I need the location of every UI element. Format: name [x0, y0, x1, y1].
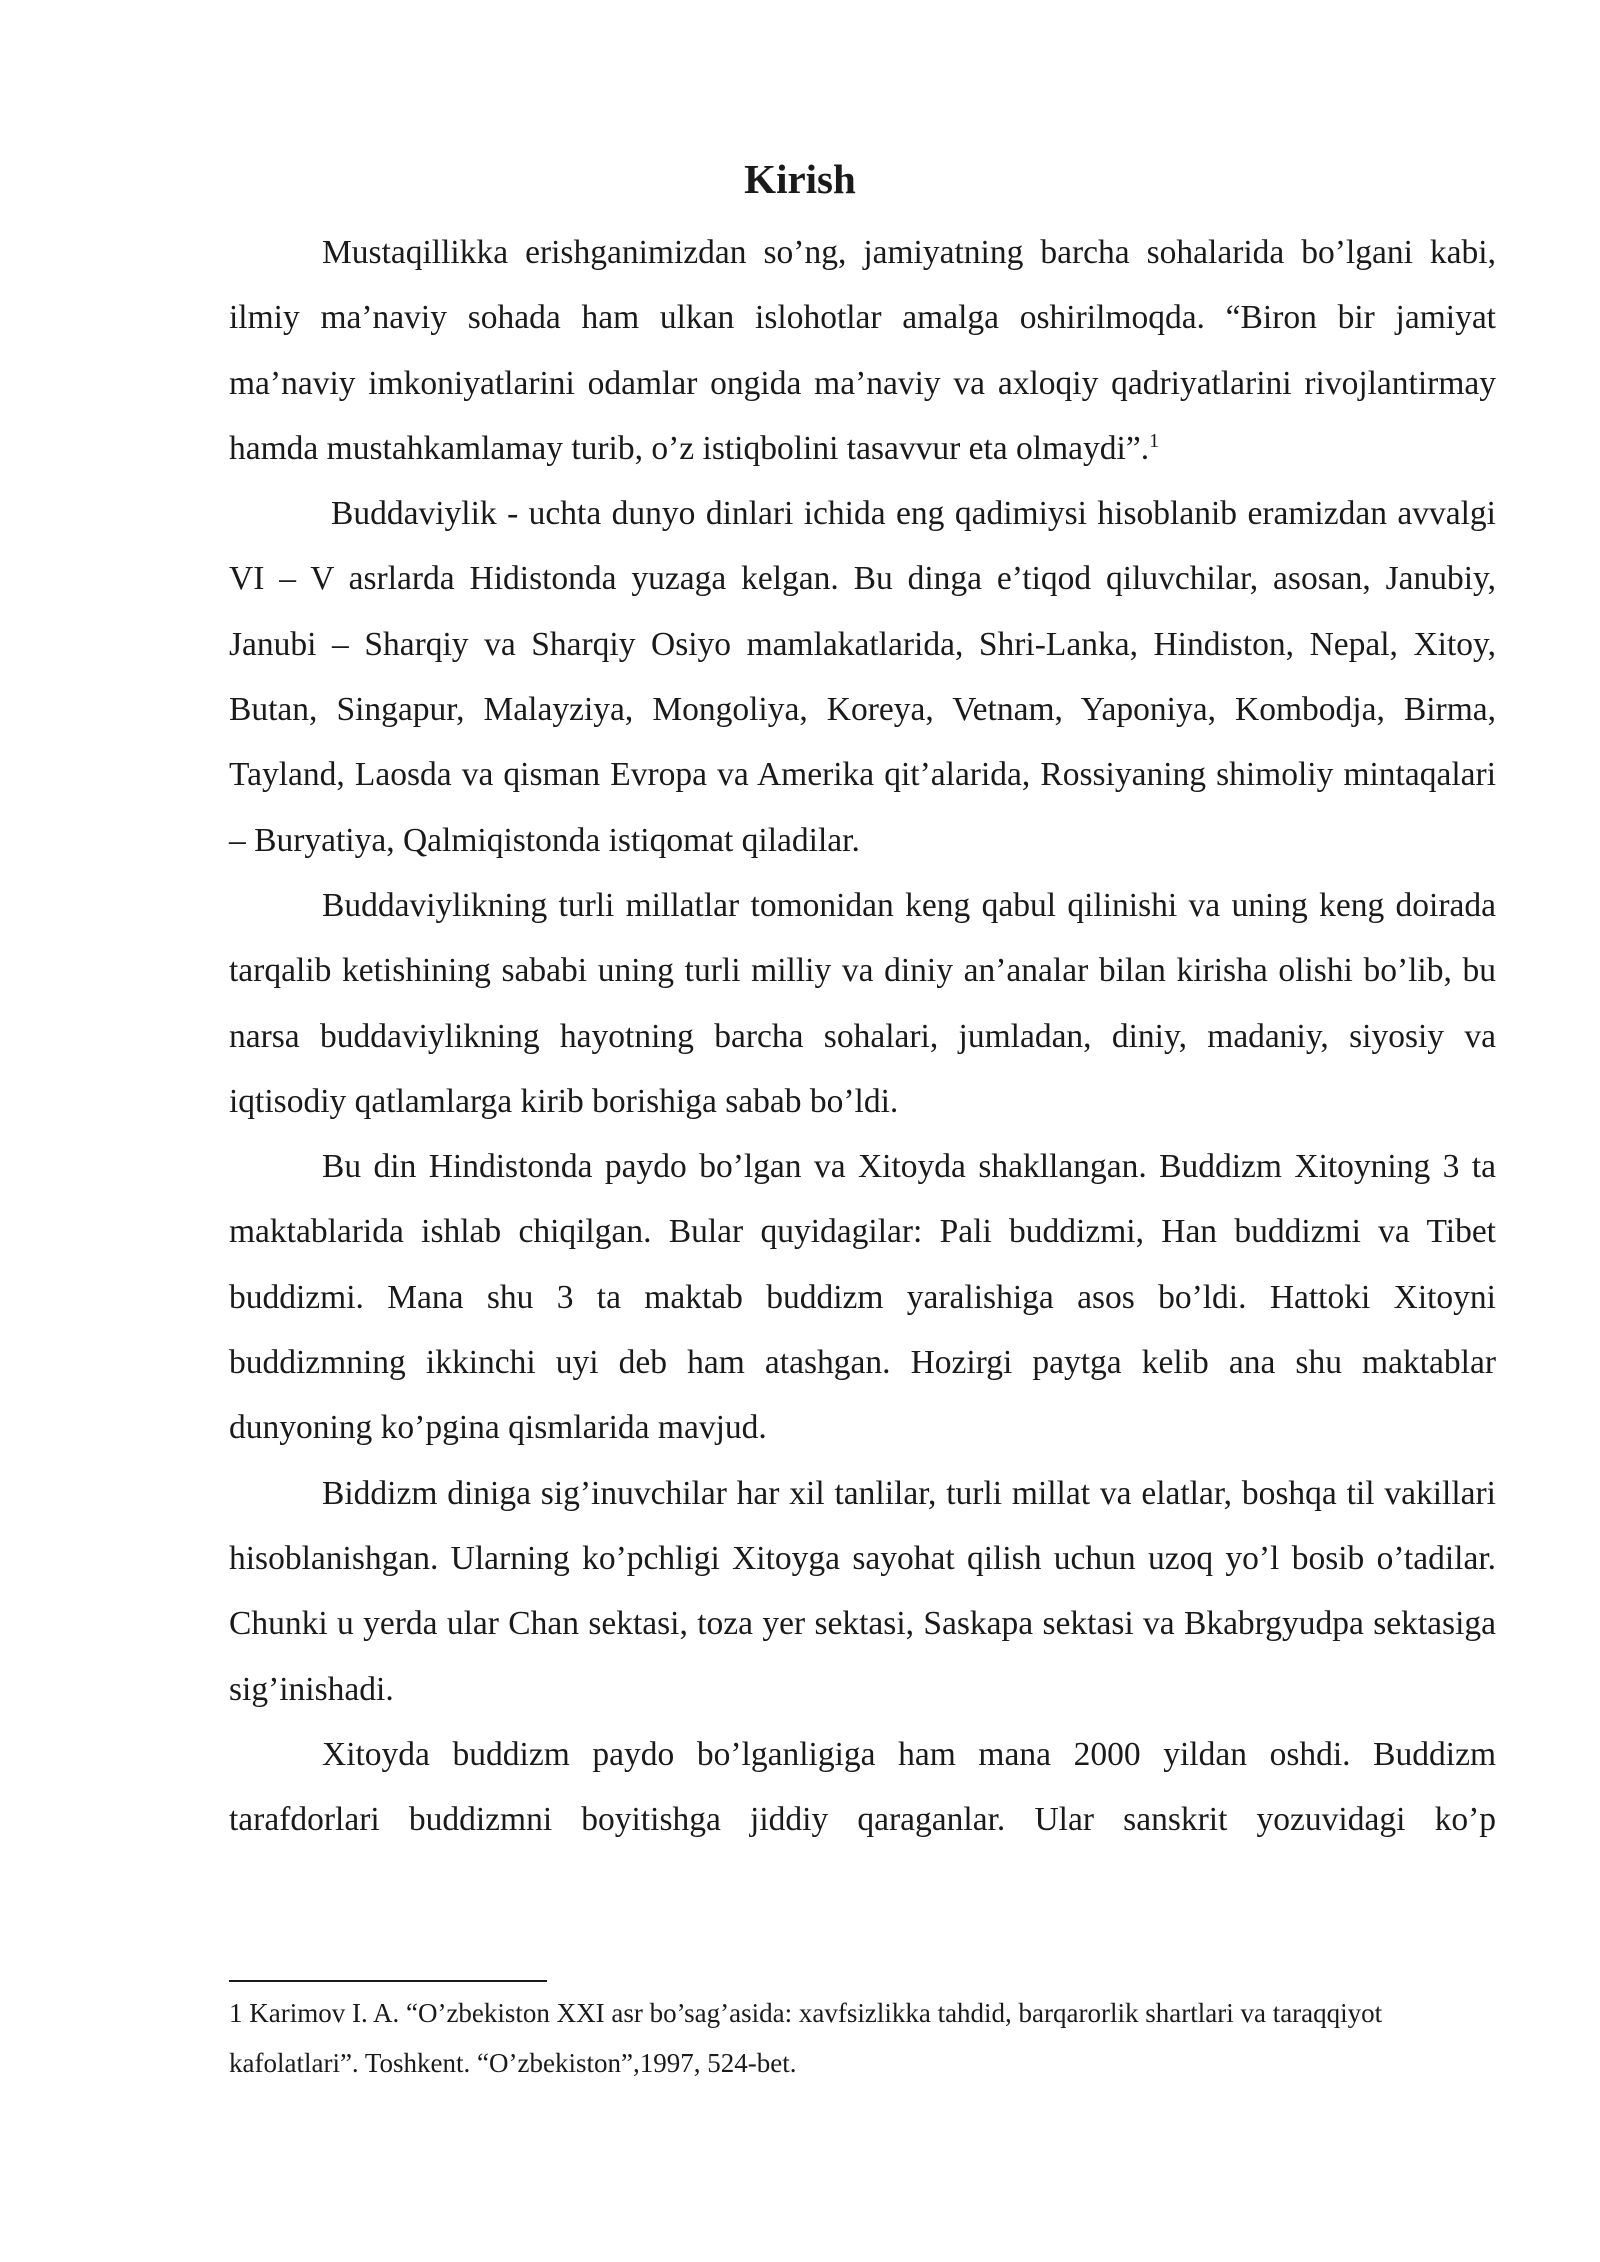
- paragraph-2: Buddaviylik - uchta dunyo dinlari ichida eng qadimiysi hisoblanib eramizdan avvalgi VI – V asrlarda Hidistonda yuzaga kelgan. Bu dinga e’tiqod qiluvchilar, asosan, Janubiy, Janubi – Sharqiy va Sharqiy Osiyo mamlakatlarida, Shri-Lanka, Hindiston, Nepal, Xitoy, Butan, Singapur, Malayziya, Mongoliya, Koreya, Vetnam, Yaponiya, Kombodja, Birma, Tayland, Laosda va qisman Evropa va Amerika qit’alarida, Rossiyaning shimoliy mintaqalari – Buryatiya, Qalmiqistonda istiqomat qiladilar.: [229, 495, 1496, 859]
- paragraph-1: [229, 220, 1496, 481]
- document-body: [229, 220, 1496, 1852]
- footnote-divider: [229, 1980, 547, 1982]
- paragraph-5: Biddizm diniga sig’inuvchilar har xil tanlilar, turli millat va elatlar, boshqa til vakillari hisoblanishgan. Ularning ko’pchligi Xitoyga sayohat qilish uchun uzoq yo’l bosib o’tadilar. Chunki u yerda ular Chan sektasi, toza yer sektasi, Saskapa sektasi va Bkabrgyudpa sektasiga sig’inishadi.: [229, 1474, 1496, 1708]
- footnote-text: 1 Karimov I. A. “O’zbekiston XXI asr bo’sag’asida: xavfsizlikka tahdid, barqarorlik shartlari va taraqqiyot kafolatlari”. Toshkent. “O’zbekiston”,1997, 524-bet.: [229, 1998, 1383, 2078]
- page-title: Kirish: [744, 156, 856, 202]
- footnote-reference: 1: [1149, 429, 1160, 452]
- paragraph-1-text: Mustaqillikka erishganimizdan so’ng, jamiyatning barcha sohalarida bo’lgani kabi, ilmiy ma’naviy sohada ham ulkan islohotlar amalga oshirilmoqda. “Biron bir jamiyat ma’naviy imkoniyatlarini odamlar ongida ma’naviy va axloqiy qadriyatlarini rivojlantirmay hamda mustahkamlamay turib, o’z istiqbolini tasavvur eta olmaydi”.: [229, 234, 1496, 467]
- paragraph-3: Buddaviylikning turli millatlar tomonidan keng qabul qilinishi va uning keng doirada tarqalib ketishining sababi uning turli milliy va diniy an’analar bilan kirisha olishi bo’lib, bu narsa buddaviylikning hayotning barcha sohalari, jumladan, diniy, madaniy, siyosiy va iqtisodiy qatlamlarga kirib borishiga sabab bo’ldi.: [229, 886, 1496, 1120]
- paragraph-4: Bu din Hindistonda paydo bo’lgan va Xitoyda shakllangan. Buddizm Xitoyning 3 ta maktablarida ishlab chiqilgan. Bular quyidagilar: Pali buddizmi, Han buddizmi va Tibet buddizmi. Mana shu 3 ta maktab buddizm yaralishiga asos bo’ldi. Hattoki Xitoyni buddizmning ikkinchi uyi deb ham atashgan. Hozirgi paytga kelib ana shu maktablar dunyoning ko’pgina qismlarida mavjud.: [229, 1148, 1496, 1447]
- footnote: [229, 1988, 1496, 2088]
- paragraph-6: Xitoyda buddizm paydo bo’lganligiga ham mana 2000 yildan oshdi. Buddizm tarafdorlari buddizmni boyitishga jiddiy qaraganlar. Ular sanskrit yozuvidagi ko’p: [229, 1735, 1496, 1839]
